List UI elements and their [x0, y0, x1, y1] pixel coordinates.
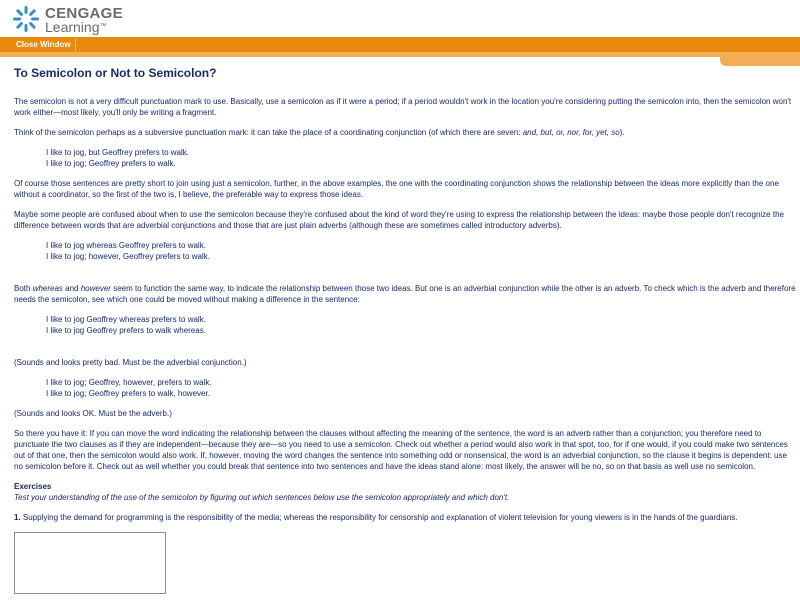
exercises-heading: Exercises: [14, 482, 52, 491]
example-block: [46, 240, 798, 262]
example-line: I like to jog; Geoffrey, however, prefers to walk.: [46, 378, 212, 387]
example-block: [46, 377, 798, 399]
toolbar: [0, 37, 800, 52]
cengage-logo[interactable]: [12, 3, 132, 35]
brand-subname: Learning™: [45, 19, 107, 35]
paragraph-intro: The semicolon is not a very difficult punctuation mark to use. Basically, use a semicolon as if it were a period; if a period wouldn't work in the location you're considering putting the semicolon into, then the semicolon won't work either—most likely, you'll only be writing a fragment.: [14, 97, 792, 117]
paragraph-subversive: Think of the semicolon perhaps as a subversive punctuation mark: it can take the place of a coordinating conjunction (of which there are seven: and, but, or, nor, for, yet, so).: [14, 128, 625, 137]
page-title: To Semicolon or Not to Semicolon?: [14, 66, 217, 80]
cengage-star-icon: [12, 5, 40, 33]
example-line: I like to jog; Geoffrey prefers to walk.: [46, 159, 176, 168]
article-content: [14, 66, 798, 600]
toolbar-tab: [720, 52, 800, 66]
close-window-button[interactable]: Close Window: [12, 38, 76, 51]
example-line: I like to jog Geoffrey whereas prefers to walk.: [46, 315, 206, 324]
paragraph-sounds-bad: (Sounds and looks pretty bad. Must be the adverbial conjunction.): [14, 358, 247, 367]
paragraph-sounds-ok: (Sounds and looks OK. Must be the adverb.): [14, 409, 172, 418]
example-line: I like to jog; however, Geoffrey prefers to walk.: [46, 252, 210, 261]
example-line: I like to jog Geoffrey prefers to walk whereas.: [46, 326, 206, 335]
paragraph-explicit: Of course those sentences are pretty short to join using just a semicolon, further, in the above examples, the one with the coordinating conjunction shows the relationship between the ideas more explicitly than the one without a coordinator, so the first of the two is, I believe, the preferable way to express those ideas.: [14, 179, 779, 199]
paragraph-summary: So there you have it: If you can move the word indicating the relationship between the clauses without affecting the meaning of the sentence, the word is an adverb rather than a conjunction; you therefore need to punctuate the two clauses as if they are independent—because they are—so you need to use a semicolon. Check out whether a period would also work in that spot, too, for if one would, if you could make two sentences out of that one, then the semicolon would also work. If, however, moving the word changes the sentence into something odd or nonsensical, the word is an adverbial conjunction, so the clause it begins is dependent: use no semicolon before it. Check out as well whether you could break that sentence into two sentences and have the ideas stand alone: most likely, the answer will be no, so on that basis as well use no semicolon.: [14, 429, 788, 471]
answer-textarea[interactable]: [14, 532, 166, 594]
header: [0, 0, 800, 37]
exercises-instructions: Test your understanding of the use of the semicolon by figuring out which sentences below use the semicolon appropriately and which don't.: [14, 493, 510, 502]
example-line: I like to jog; Geoffrey prefers to walk, however.: [46, 389, 210, 398]
toolbar-strip: [0, 52, 800, 57]
paragraph-confused: Maybe some people are confused about when to use the semicolon because they're confused about the kind of word they're using to express the relationship between the ideas: maybe those people don't recognize the difference between words that are adverbial conjunctions and those that are just plain adverbs (although these are sometimes called introductory adverbs).: [14, 210, 784, 230]
exercise-question: 1. Supplying the demand for programming is the responsibility of the media; whereas the responsibility for censorship and explanation of violent television for young viewers is in the hands of the guardians.: [14, 513, 738, 522]
paragraph-both: Both whereas and however seem to function the same way, to indicate the relationship between those two ideas. But one is an adverbial conjunction while the other is an adverb. To check which is the adverb and therefore needs the semicolon, see which one could be moved without making a difference in the sentence:: [14, 284, 796, 304]
example-block: [46, 314, 798, 336]
conjunction-list: and, but, or, nor, for, yet, so: [522, 128, 620, 137]
brand-name: CENGAGE: [45, 5, 123, 22]
example-line: I like to jog, but Geoffrey prefers to walk.: [46, 148, 190, 157]
example-block: [46, 147, 798, 169]
example-line: I like to jog whereas Geoffrey prefers to walk.: [46, 241, 206, 250]
